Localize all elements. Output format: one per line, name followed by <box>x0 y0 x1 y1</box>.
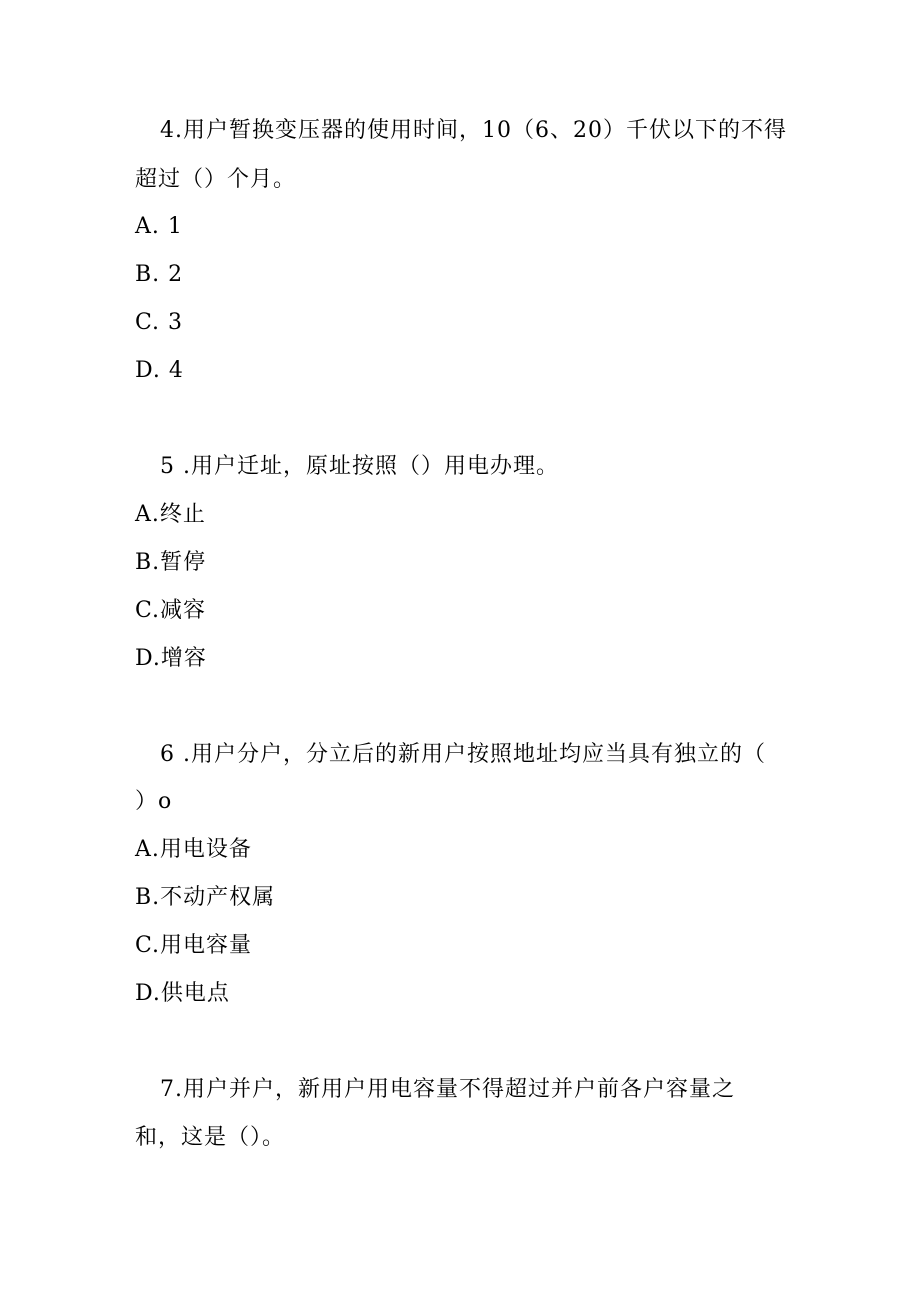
question-6-text-line-1: 6 .用户分户，分立后的新用户按照地址均应当具有独立的（ <box>160 742 766 767</box>
question-4-text-line-2: 超过（）个月。 <box>135 167 297 192</box>
question-5-option-d: D.增容 <box>135 646 207 671</box>
question-4-option-a: A. 1 <box>135 214 183 239</box>
question-4-option-d: D. 4 <box>135 358 184 383</box>
question-5-option-b: B.暂停 <box>135 550 207 575</box>
question-7-text-line-1: 7.用户并户，新用户用电容量不得超过并户前各户容量之 <box>160 1077 735 1102</box>
question-7-text-line-2: 和，这是（）。 <box>135 1125 286 1150</box>
question-4-text-line-1: 4.用户暂换变压器的使用时间，10（6、20）千伏以下的不得 <box>160 118 787 143</box>
question-6-option-c: C.用电容量 <box>135 933 253 958</box>
question-6-option-a: A.用电设备 <box>135 837 252 862</box>
question-5-option-c: C.减容 <box>135 598 207 623</box>
question-4-option-b: B. 2 <box>135 262 184 287</box>
question-6-option-d: D.供电点 <box>135 981 230 1006</box>
question-6-text-line-2: ）o <box>135 789 173 814</box>
question-6-option-b: B.不动产权属 <box>135 885 276 910</box>
question-4-option-c: C. 3 <box>135 310 184 335</box>
question-5-option-a: A.终止 <box>135 502 206 527</box>
question-5-text-line-1: 5 .用户迁址，原址按照（）用电办理。 <box>160 454 559 479</box>
